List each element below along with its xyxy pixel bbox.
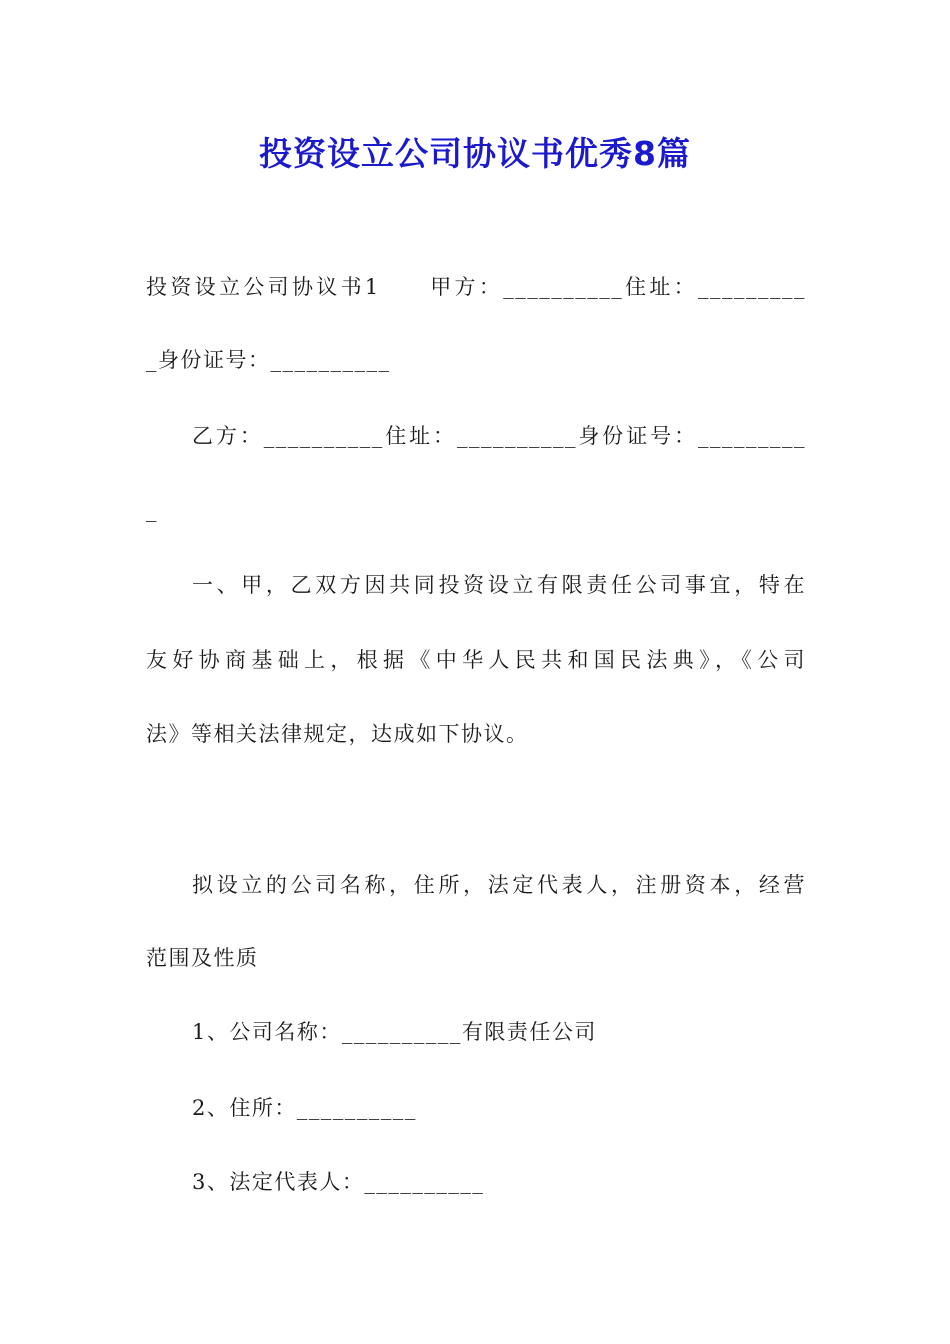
paragraph-1-line-3: 法》等相关法律规定，达成如下协议。 bbox=[146, 722, 529, 746]
paragraph-1-line-1: 一、甲，乙双方因共同投资设立有限责任公司事宜，特在 bbox=[192, 573, 806, 597]
party-a-id-line: _身份证号：__________ bbox=[146, 348, 391, 372]
section-heading-line-2: 范围及性质 bbox=[146, 946, 259, 970]
paragraph-1-line-2: 友好协商基础上，根据《中华人民共和国民法典》，《公司 bbox=[146, 648, 806, 672]
party-a-line: 投资设立公司协议书1 甲方：__________住址：_________ bbox=[146, 275, 806, 299]
section-heading-line-1: 拟设立的公司名称，住所，法定代表人，注册资本，经营 bbox=[192, 873, 806, 897]
item-company-name: 1、公司名称：__________有限责任公司 bbox=[192, 1020, 597, 1044]
party-b-line: 乙方：__________住址：__________身份证号：_________ bbox=[192, 424, 806, 448]
document-title: 投资设立公司协议书优秀8篇 bbox=[259, 134, 691, 173]
party-b-id-continuation: _ bbox=[146, 498, 158, 522]
item-address: 2、住所：__________ bbox=[192, 1096, 417, 1120]
item-legal-representative: 3、法定代表人：__________ bbox=[192, 1170, 485, 1194]
